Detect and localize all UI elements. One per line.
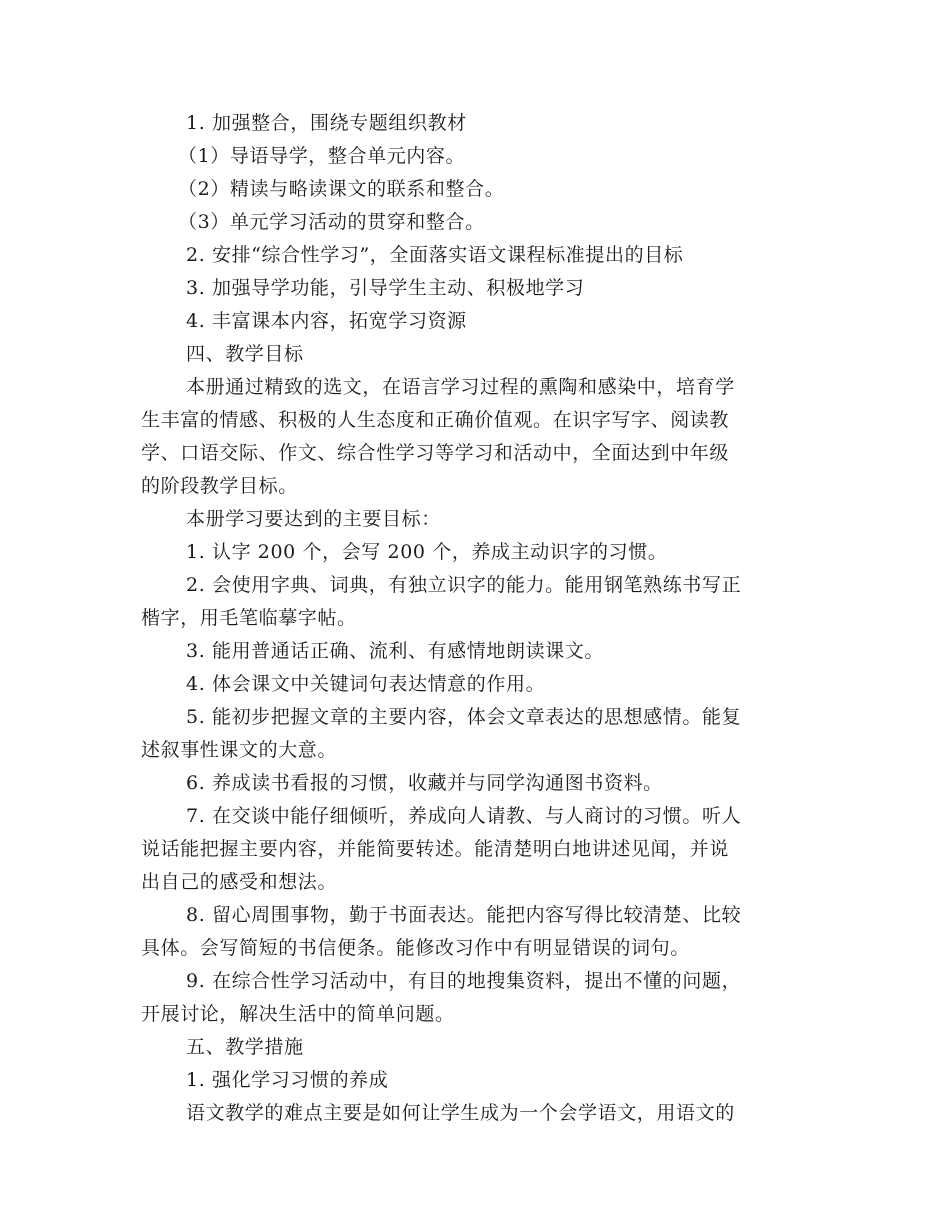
goals-intro: 本册学习要达到的主要目标： — [186, 508, 441, 530]
heading-resources: 4. 丰富课本内容，拓宽学习资源 — [186, 310, 467, 332]
list-item-2: （2）精读与略读课文的联系和整合。 — [178, 178, 505, 200]
goal-item-3: 3. 能用普通话正确、流利、有感情地朗读课文。 — [186, 640, 604, 662]
goal-item-6: 6. 养成读书看报的习惯，收藏并与同学沟通图书资料。 — [186, 772, 663, 794]
section-title-measures: 五、教学措施 — [186, 1036, 304, 1058]
goal-item-7: 7. 在交谈中能仔细倾听，养成向人请教、与人商讨的习惯。听人 — [186, 805, 742, 827]
goal-item-5-cont: 述叙事性课文的大意。 — [141, 739, 338, 761]
list-item-1: （1）导语导学，整合单元内容。 — [178, 145, 466, 167]
goal-item-1: 1. 认字 200 个，会写 200 个，养成主动识字的习惯。 — [186, 541, 668, 563]
goal-item-7-cont: 出自己的感受和想法。 — [141, 871, 338, 893]
goal-item-9-cont: 开展讨论，解决生活中的简单问题。 — [141, 1003, 455, 1025]
measure-item-1: 1. 强化学习习惯的养成 — [186, 1069, 389, 1091]
paragraph-line: 的阶段教学目标。 — [141, 475, 298, 497]
heading-comprehensive: 2. 安排“综合性学习”，全面落实语文课程标准提出的目标 — [186, 244, 684, 266]
goal-item-2: 2. 会使用字典、词典，有独立识字的能力。能用钢笔熟练书写正 — [186, 574, 742, 596]
heading-guidance: 3. 加强导学功能，引导学生主动、积极地学习 — [186, 277, 585, 299]
goal-item-8-cont: 具体。会写简短的书信便条。能修改习作中有明显错误的词句。 — [141, 937, 690, 959]
goal-item-4: 4. 体会课文中关键词句表达情意的作用。 — [186, 673, 546, 695]
paragraph-line: 生丰富的情感、积极的人生态度和正确价值观。在识字写字、阅读教 — [141, 409, 730, 431]
goal-item-2-cont: 楷字，用毛笔临摹字帖。 — [141, 607, 357, 629]
heading-integration: 1. 加强整合，围绕专题组织教材 — [186, 112, 467, 134]
list-item-3: （3）单元学习活动的贯穿和整合。 — [178, 211, 485, 233]
paragraph-line: 语文教学的难点主要是如何让学生成为一个会学语文，用语文的 — [186, 1102, 735, 1124]
paragraph-line: 本册通过精致的选文，在语言学习过程的熏陶和感染中，培育学 — [186, 376, 735, 398]
document-body — [141, 107, 801, 1130]
section-title-goals: 四、教学目标 — [186, 343, 304, 365]
goal-item-8: 8. 留心周围事物，勤于书面表达。能把内容写得比较清楚、比较 — [186, 904, 742, 926]
paragraph-line: 学、口语交际、作文、综合性学习等学习和活动中，全面达到中年级 — [141, 442, 730, 464]
goal-item-7-cont: 说话能把握主要内容，并能简要转述。能清楚明白地讲述见闻，并说 — [141, 838, 730, 860]
goal-item-9: 9. 在综合性学习活动中，有目的地搜集资料，提出不懂的问题， — [186, 970, 742, 992]
goal-item-5: 5. 能初步把握文章的主要内容，体会文章表达的思想感情。能复 — [186, 706, 742, 728]
